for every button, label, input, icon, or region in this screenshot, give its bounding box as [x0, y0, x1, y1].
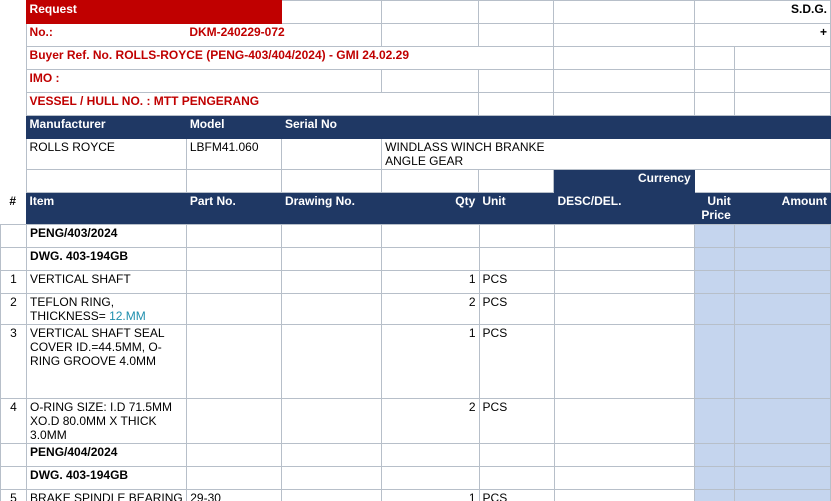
row-qty — [382, 444, 479, 467]
corner-cell — [0, 70, 26, 93]
row-unit: PCS — [479, 271, 554, 294]
manufacturer-value: ROLLS ROYCE — [26, 139, 186, 170]
row-item: PENG/403/2024 — [27, 225, 187, 248]
row-qty — [382, 467, 479, 490]
table-row[interactable] — [1, 248, 831, 271]
row-item: PENG/404/2024 — [27, 444, 187, 467]
row-unit: PCS — [479, 294, 554, 325]
row-part-no: 29-30 — [187, 490, 282, 501]
row-item: DWG. 403-194GB — [27, 248, 187, 271]
col-partno-header: Part No. — [186, 193, 281, 224]
table-row[interactable] — [1, 399, 831, 444]
row-part-no — [187, 467, 282, 490]
table-row[interactable] — [1, 490, 831, 501]
request-no-label: No.: — [26, 24, 186, 47]
empty-cell — [281, 170, 381, 193]
row-number — [1, 467, 27, 490]
col-amount-header: Amount — [734, 193, 830, 224]
row-part-no — [187, 325, 282, 399]
row-number: 3 — [1, 325, 27, 399]
table-row[interactable] — [1, 271, 831, 294]
table-row[interactable] — [1, 294, 831, 325]
row-unit-price — [694, 225, 734, 248]
table-row[interactable] — [1, 225, 831, 248]
row-drawing-no — [282, 271, 382, 294]
col-item-header: Item — [26, 193, 186, 224]
row-item: VERTICAL SHAFT — [27, 271, 187, 294]
empty-cell — [554, 24, 694, 47]
row-desc — [554, 490, 694, 501]
row-number — [1, 444, 27, 467]
row-amount — [734, 248, 830, 271]
row-desc — [554, 444, 694, 467]
empty-cell — [479, 47, 554, 70]
row-desc — [554, 294, 694, 325]
col-unit-header: Unit — [479, 193, 554, 224]
row-drawing-no — [282, 325, 382, 399]
empty-cell — [554, 47, 694, 70]
row-qty — [382, 248, 479, 271]
row-unit: PCS — [479, 399, 554, 444]
row-desc — [554, 325, 694, 399]
row-qty: 1 — [382, 271, 479, 294]
empty-cell — [382, 24, 479, 47]
equipment-desc-cont — [554, 139, 694, 170]
row-qty: 2 — [382, 399, 479, 444]
col-num-header: # — [0, 193, 26, 224]
row-part-no — [187, 399, 282, 444]
corner-cell — [0, 93, 26, 116]
corner-cell — [0, 170, 26, 193]
equipment-description: WINDLASS WINCH BRANKE ANGLE GEAR — [382, 139, 554, 170]
row-qty: 2 — [382, 294, 479, 325]
row-amount — [734, 444, 830, 467]
col-manufacturer-header: Manufacturer — [26, 116, 186, 139]
empty-cell — [382, 70, 479, 93]
empty-cell — [26, 170, 186, 193]
row-amount — [734, 325, 830, 399]
row-number — [1, 225, 27, 248]
row-number: 4 — [1, 399, 27, 444]
row-drawing-no — [282, 490, 382, 501]
model-value: LBFM41.060 — [186, 139, 281, 170]
row-unit-price — [694, 294, 734, 325]
row-number: 5 — [1, 490, 27, 501]
row-part-no — [187, 225, 282, 248]
row-drawing-no — [282, 444, 382, 467]
line-items-table — [0, 224, 831, 501]
corner-cell — [0, 116, 26, 139]
empty-cell — [382, 170, 479, 193]
row-unit — [479, 467, 554, 490]
row-amount — [734, 490, 830, 501]
row-drawing-no — [282, 225, 382, 248]
row-desc — [554, 399, 694, 444]
plus-label: + — [694, 24, 830, 47]
row-unit-price — [694, 444, 734, 467]
row-item: BRAKE SPINDLE BEARING — [27, 490, 187, 501]
row-drawing-no — [282, 399, 382, 444]
row-item: DWG. 403-194GB — [27, 467, 187, 490]
row-amount — [734, 294, 830, 325]
col-desc-header: DESC/DEL. — [554, 193, 694, 224]
empty-cell — [554, 93, 694, 116]
row-qty — [382, 225, 479, 248]
row-unit — [479, 248, 554, 271]
row-unit-price — [694, 325, 734, 399]
empty-cell — [281, 1, 381, 24]
imo-label: IMO : — [26, 70, 186, 93]
vessel-label: VESSEL / HULL NO. : MTT PENGERANG — [26, 93, 382, 116]
empty-cell — [734, 70, 830, 93]
sdg-label: S.D.G. — [694, 1, 830, 24]
row-unit-price — [694, 248, 734, 271]
corner-cell — [0, 139, 26, 170]
row-unit-price — [694, 399, 734, 444]
serialno-value — [281, 139, 381, 170]
equip-header-blank — [554, 116, 694, 139]
row-item: TEFLON RING, THICKNESS= 12.MM — [27, 294, 187, 325]
empty-cell — [186, 170, 281, 193]
empty-cell — [382, 1, 479, 24]
empty-cell — [479, 93, 554, 116]
row-desc — [554, 467, 694, 490]
row-unit-price — [694, 490, 734, 501]
request-badge: Request — [26, 1, 281, 24]
row-desc — [554, 225, 694, 248]
currency-value — [694, 170, 830, 193]
empty-cell — [281, 70, 381, 93]
row-unit: PCS — [479, 325, 554, 399]
request-no-value: DKM-240229-072 — [186, 24, 381, 47]
corner-cell — [0, 1, 26, 24]
row-unit: PCS — [479, 490, 554, 501]
empty-cell — [479, 1, 554, 24]
equipment-desc-cont — [694, 139, 734, 170]
row-part-no — [187, 248, 282, 271]
empty-cell — [382, 93, 479, 116]
row-number — [1, 248, 27, 271]
col-unitprice-header: Unit Price — [694, 193, 734, 224]
col-serialno-header: Serial No — [281, 116, 381, 139]
empty-cell — [479, 24, 554, 47]
empty-cell — [554, 1, 694, 24]
empty-cell — [734, 47, 830, 70]
table-row[interactable] — [1, 467, 831, 490]
row-unit — [479, 225, 554, 248]
equipment-desc-cont — [734, 139, 830, 170]
empty-cell — [734, 93, 830, 116]
empty-cell — [694, 93, 734, 116]
table-row[interactable] — [1, 325, 831, 399]
empty-cell — [479, 170, 554, 193]
row-amount — [734, 399, 830, 444]
col-qty-header: Qty — [382, 193, 479, 224]
row-part-no — [187, 294, 282, 325]
thickness-value: 12.MM — [109, 309, 146, 323]
empty-cell — [694, 47, 734, 70]
empty-cell — [694, 70, 734, 93]
equip-header-blank — [479, 116, 554, 139]
row-amount — [734, 225, 830, 248]
row-desc — [554, 271, 694, 294]
equip-header-blank — [694, 116, 830, 139]
row-desc — [554, 248, 694, 271]
row-item: O-RING SIZE: I.D 71.5MM XO.D 80.0MM X THICK 3.0MM — [27, 399, 187, 444]
header-block — [0, 0, 831, 224]
currency-label: Currency — [554, 170, 694, 193]
row-part-no — [187, 271, 282, 294]
imo-value — [186, 70, 281, 93]
buyer-ref-label: Buyer Ref. No. ROLLS-ROYCE (PENG-403/404/2024) - GMI 24.02.29 — [26, 47, 479, 70]
col-drawingno-header: Drawing No. — [281, 193, 381, 224]
row-amount — [734, 271, 830, 294]
row-unit-price — [694, 467, 734, 490]
empty-cell — [554, 70, 694, 93]
row-item: VERTICAL SHAFT SEAL COVER ID.=44.5MM, O-RING GROOVE 4.0MM — [27, 325, 187, 399]
row-drawing-no — [282, 248, 382, 271]
row-qty: 1 — [382, 490, 479, 501]
col-model-header: Model — [186, 116, 281, 139]
row-part-no — [187, 444, 282, 467]
corner-cell — [0, 47, 26, 70]
table-row[interactable] — [1, 444, 831, 467]
row-unit-price — [694, 271, 734, 294]
row-qty: 1 — [382, 325, 479, 399]
empty-cell — [479, 70, 554, 93]
row-number: 2 — [1, 294, 27, 325]
row-drawing-no — [282, 294, 382, 325]
row-amount — [734, 467, 830, 490]
row-unit — [479, 444, 554, 467]
row-number: 1 — [1, 271, 27, 294]
equip-header-blank — [382, 116, 479, 139]
row-drawing-no — [282, 467, 382, 490]
corner-cell — [0, 24, 26, 47]
